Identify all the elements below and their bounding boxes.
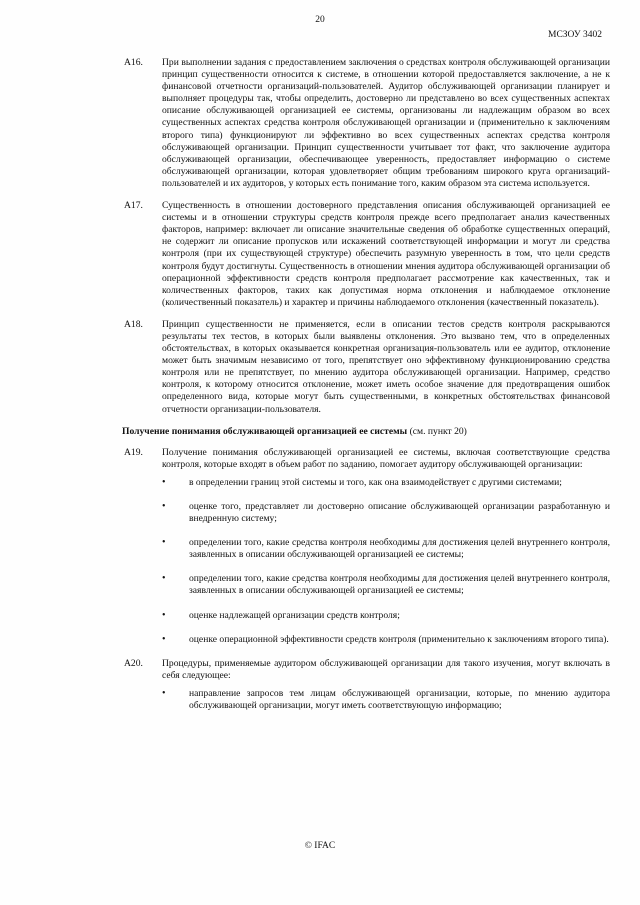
paragraph-number: A20. [124, 657, 143, 669]
paragraph-number: A16. [124, 57, 143, 68]
list-item-text: в определении границ этой системы и того, как она взаимодействует с другими системами; [189, 476, 562, 488]
list-item-text: оценке операционной эффективности средств контроля (применительно к заключениям второго типа). [189, 633, 609, 645]
list-item [162, 501, 610, 525]
document-code: МСЗОУ 3402 [548, 30, 602, 40]
section-heading [122, 426, 610, 438]
paragraph-text: Принцип существенности не применяется, если в описании тестов средств контроля раскрываются результаты тех тестов, в которых были выявлены отклонения. Это вызвано тем, что в определенных обстоятельствах, в которых оказывается конкретная организация-пользователь или ее аудитор, отклонение может быть значимым независимо от того, препятствует оно эффективному функционированию средства контроля или не препятствует, по мнению аудитора обслуживающей организации. Например, средство контроля, к которому относится отклонение, может иметь особое значение для предотвращения ошибок определенного вида, которые могут быть существенными, в конкретных обстоятельствах финансовой отчетности организации-пользователя. [162, 318, 610, 415]
list-item [162, 573, 610, 597]
list-item [162, 634, 610, 646]
list-item [162, 610, 610, 622]
paragraph-a20 [124, 658, 610, 682]
section-heading-reference: (см. пункт 20) [409, 425, 467, 437]
bullet-list-a20 [162, 688, 610, 712]
footer-copyright: © IFAC [304, 841, 336, 851]
bullet-icon: • [162, 501, 166, 512]
paragraph-number: A17. [124, 200, 143, 212]
paragraph-a17 [124, 200, 610, 309]
bullet-icon: • [162, 687, 166, 699]
list-item-text: оценке того, представляет ли достоверно описание обслуживающей организации разработанную и внедренную систему; [189, 501, 610, 525]
list-item-text: направление запросов тем лицам обслуживающей организации, которые, по мнению аудитора обслуживающей организации, могут иметь соответствующую информацию; [189, 687, 610, 712]
bullet-icon: • [162, 573, 166, 585]
section-heading-title: Получение понимания обслуживающей организацией ее системы [122, 425, 408, 437]
paragraph-text: Процедуры, применяемые аудитором обслуживающей организации для такого изучения, могут включать в себя следующее: [162, 657, 610, 681]
page-content [124, 57, 610, 724]
list-item [162, 477, 610, 489]
bullet-icon: • [162, 476, 166, 488]
bullet-icon: • [162, 633, 166, 645]
paragraph-a19 [124, 447, 610, 471]
bullet-list-a19 [162, 477, 610, 646]
list-item [162, 688, 610, 712]
bullet-icon: • [162, 609, 166, 621]
list-item-text: определении того, какие средства контроля необходимы для достижения целей внутреннего контроля, заявленных в описании обслуживающей организацией ее системы; [189, 573, 610, 597]
paragraph-text: Получение понимания обслуживающей организацией ее системы, включая соответствующие средства контроля, которые входят в объем работ по заданию, помогает аудитору обслуживающей организации: [162, 446, 610, 470]
list-item [162, 537, 610, 561]
paragraph-text: При выполнении задания с предоставлением заключения о средствах контроля обслуживающей организации принцип существенности относится к системе, в отношении которой предоставляется заключение, а не к финансовой отчетности организаций-пользователей. Аудитор обслуживающей организации планирует и выполняет процедуры так, чтобы определить, достоверно ли представлено во всех существенных аспектах описание обслуживающей организацией ее системы, организованы ли надлежащим образом во всех существенных аспектах средства контроля обслуживающей организации и (применительно к заключениям второго типа) функционируют ли эффективно во всех существенных аспектах средства контроля обслуживающей организации. Принцип существенности учитывает тот факт, что заключение аудитора обслуживающей организации, обеспечивающее уверенность, предоставляет информацию о системе обслуживающей организации, которая удовлетворяет общим требованиям широкого круга организаций-пользователей и их аудиторов, у которых есть понимание того, каким образом эта система используется. [162, 57, 610, 189]
list-item-text: оценке надлежащей организации средств контроля; [189, 609, 400, 621]
paragraph-number: A18. [124, 318, 143, 330]
paragraph-a16 [124, 57, 610, 190]
page-number: 20 [315, 15, 325, 25]
list-item-text: определении того, какие средства контроля необходимы для достижения целей внутреннего контроля, заявленных в описании обслуживающей организацией ее системы; [189, 537, 610, 561]
bullet-icon: • [162, 537, 166, 549]
paragraph-text: Существенность в отношении достоверного представления описания обслуживающей организацией ее системы и в отношении структуры средств контроля прежде всего предполагает анализ качественных факторов, например: включает ли описание значительные сведения об обработке существенных операций, не содержит ли описание пропусков или искажений соответствующей информации и могут ли средства контроля (при их существующей структуре) обеспечить разумную уверенность в том, что цели средств контроля будут достигнуты. Существенность в отношении мнения аудитора обслуживающей организации об операционной эффективности средств контроля предполагает рассмотрение как качественных, так и количественных факторов, таких как допустимая норма отклонения и наблюдаемое отклонение (количественный показатель) и характер и причины наблюдаемого отклонения (качественный показатель). [162, 200, 610, 308]
paragraph-number: A19. [124, 446, 143, 458]
paragraph-a18 [124, 319, 610, 416]
